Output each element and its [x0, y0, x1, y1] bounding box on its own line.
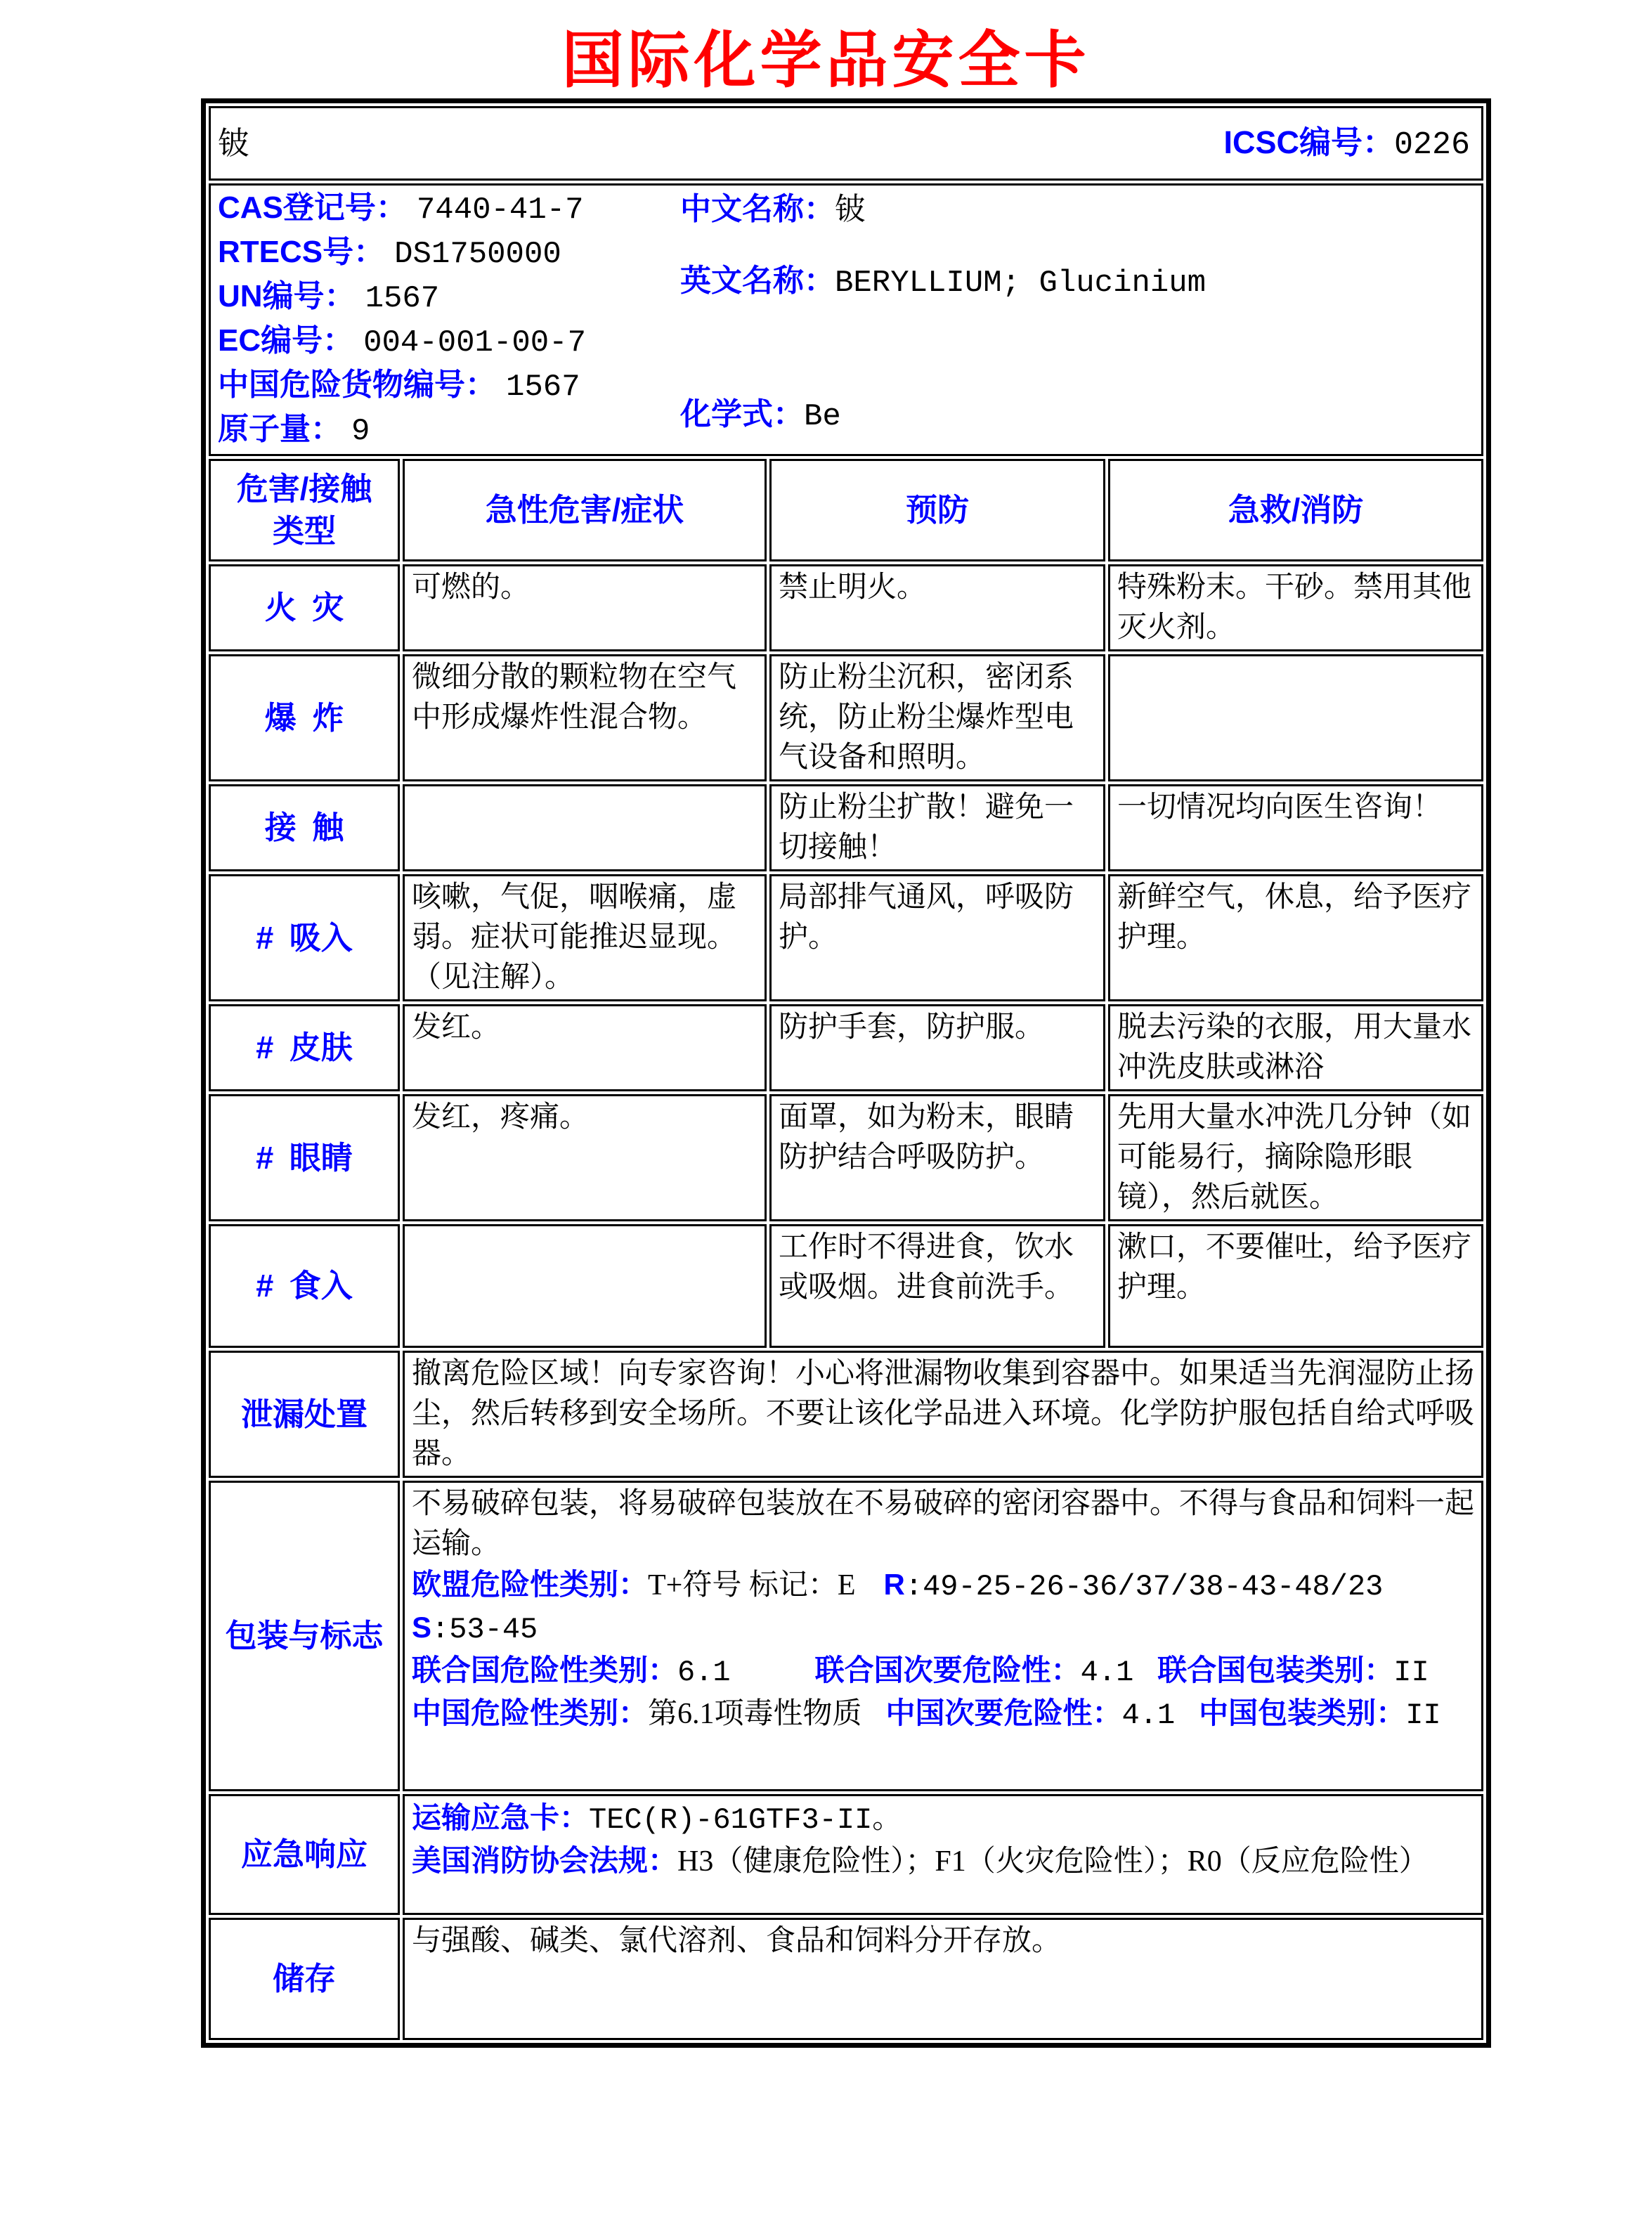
emergency-label: 应急响应: [209, 1794, 400, 1915]
ingestion-symptoms: [403, 1224, 767, 1348]
eyes-symptoms: 发红，疼痛。: [403, 1094, 767, 1221]
cn-pack-value: II: [1405, 1699, 1441, 1732]
inhalation-prevention: 局部排气通风，呼吸防护。: [769, 874, 1105, 1001]
ingestion-prevention: 工作时不得进食，饮水或吸烟。进食前洗手。: [769, 1224, 1105, 1348]
identifiers-row: [209, 183, 1483, 456]
cas-value: 7440-41-7: [416, 193, 584, 228]
zh-name-label: 中文名称：: [680, 192, 835, 226]
storage-cell: 与强酸、碱类、氯代溶剂、食品和饲料分开存放。: [403, 1918, 1483, 2040]
fire-symptoms: 可燃的。: [403, 564, 767, 651]
nfpa-value: H3（健康危险性）；F1（火灾危险性）；R0（反应危险性）: [677, 1845, 1429, 1878]
skin-prevention: 防护手套，防护服。: [769, 1004, 1105, 1091]
ingestion-response: 漱口，不要催吐，给予医疗护理。: [1108, 1224, 1483, 1348]
un-class-label: 联合国危险性类别：: [412, 1654, 678, 1687]
un-value: 1567: [365, 281, 440, 316]
explosion-label: 爆 炸: [209, 654, 400, 781]
contact-response: 一切情况均向医生咨询！: [1108, 784, 1483, 871]
packaging-label: 包装与标志: [209, 1481, 400, 1791]
skin-label: # 皮肤: [209, 1004, 400, 1091]
r-phrase-value: :49-25-26-36/37/38-43-48/23: [904, 1570, 1384, 1604]
zh-name-value: 铍: [835, 192, 866, 226]
header-prevention: 预防: [769, 459, 1105, 561]
eu-class-label: 欧盟危险性类别：: [412, 1568, 649, 1601]
emergency-row: [209, 1794, 1483, 1915]
storage-row: [209, 1918, 1483, 2040]
hazard-row-eyes: [209, 1094, 1483, 1221]
un-pack-value: II: [1393, 1656, 1429, 1689]
cn-pack-label: 中国包装类别：: [1199, 1696, 1406, 1729]
rtecs-value: DS1750000: [394, 237, 561, 272]
cn-dg-label: 中国危险货物编号：: [218, 368, 496, 402]
skin-symptoms: 发红。: [403, 1004, 767, 1091]
hazard-row-contact: [209, 784, 1483, 871]
fire-prevention: 禁止明火。: [769, 564, 1105, 651]
en-name-label: 英文名称：: [680, 264, 835, 298]
icsc-number: 0226: [1393, 126, 1470, 163]
cn-dg-line: [218, 364, 1474, 408]
cn-class-value: 第6.1项毒性物质: [648, 1698, 862, 1730]
en-name-line: [680, 260, 1206, 304]
inhalation-label: # 吸入: [209, 874, 400, 1001]
s-phrase-label: S: [412, 1611, 432, 1644]
nfpa-line: [412, 1840, 1474, 1882]
explosion-symptoms: 微细分散的颗粒物在空气中形成爆炸性混合物。: [403, 654, 767, 781]
eyes-prevention: 面罩，如为粉末，眼睛防护结合呼吸防护。: [769, 1094, 1105, 1221]
explosion-response: [1108, 654, 1483, 781]
atomic-mass-line: [218, 408, 1474, 453]
explosion-prevention: 防止粉尘沉积，密闭系统，防止粉尘爆炸型电气设备和照明。: [769, 654, 1105, 781]
cas-label: CAS登记号：: [218, 190, 407, 225]
name-row: [209, 106, 1483, 181]
atomic-mass-value: 9: [351, 414, 370, 449]
chemical-name: 铍: [218, 125, 250, 161]
cn-class-label: 中国危险性类别：: [412, 1696, 649, 1729]
header-response: 急救/消防: [1108, 459, 1483, 561]
un-label: UN编号：: [218, 279, 356, 313]
hazard-row-fire: [209, 564, 1483, 651]
un-class-value: 6.1: [677, 1656, 731, 1689]
formula-label: 化学式：: [680, 397, 804, 431]
packaging-s-line: [412, 1607, 1474, 1650]
ec-label: EC编号：: [218, 323, 354, 358]
icsc-number-group: [1223, 122, 1474, 165]
atomic-mass-label: 原子量：: [218, 412, 342, 446]
spill-text-cell: 撤离危险区域！向专家咨询！小心将泄漏物收集到容器中。如果适当先润湿防止扬尘，然后转移到安全场所。不要让该化学品进入环境。化学防护服包括自给式呼吸器。: [403, 1351, 1483, 1478]
tec-line: [412, 1798, 1474, 1840]
tec-label: 运输应急卡：: [412, 1801, 590, 1834]
packaging-cn-line: [412, 1693, 1474, 1736]
packaging-row: [209, 1481, 1483, 1791]
s-phrase-value: :53-45: [431, 1613, 538, 1647]
eu-class-value: T+符号 标记：E: [648, 1569, 856, 1602]
un-sub-value: 4.1: [1080, 1656, 1134, 1689]
page-title: 国际化学品安全卡: [561, 25, 1091, 95]
name-row-content: [218, 122, 1474, 165]
storage-label: 储存: [209, 1918, 400, 2040]
fire-label: 火 灾: [209, 564, 400, 651]
packaging-un-line: [412, 1650, 1474, 1693]
formula-line: [680, 394, 841, 438]
spill-label: 泄漏处置: [209, 1351, 400, 1478]
header-hazard-type-line1: 危害/接触: [236, 471, 372, 507]
inhalation-symptoms: 咳嗽，气促，咽喉痛，虚弱。症状可能推迟显现。（见注解）。: [403, 874, 767, 1001]
contact-prevention: 防止粉尘扩散！避免一切接触！: [769, 784, 1105, 871]
hazard-row-explosion: [209, 654, 1483, 781]
packaging-eu-line: [412, 1564, 1474, 1607]
hazard-header-row: [209, 459, 1483, 561]
rtecs-label: RTECS号：: [218, 235, 385, 269]
eyes-label: # 眼睛: [209, 1094, 400, 1221]
header-symptoms: 急性危害/症状: [403, 459, 767, 561]
icsc-card-table: [201, 98, 1491, 2048]
en-name-value: BERYLLIUM; Glucinium: [835, 266, 1207, 301]
ec-value: 004-001-00-7: [363, 325, 586, 361]
header-hazard-type: [209, 459, 400, 561]
contact-symptoms: [403, 784, 767, 871]
contact-label: 接 触: [209, 784, 400, 871]
fire-response: 特殊粉末。干砂。禁用其他灭火剂。: [1108, 564, 1483, 651]
nfpa-label: 美国消防协会法规：: [412, 1844, 678, 1877]
un-pack-label: 联合国包装类别：: [1157, 1654, 1394, 1687]
hazard-row-ingestion: [209, 1224, 1483, 1348]
ec-line: [218, 320, 1474, 364]
emergency-cell: [403, 1794, 1483, 1915]
identifiers-cell: [209, 183, 1483, 456]
r-phrase-label: R: [883, 1568, 905, 1601]
skin-response: 脱去污染的衣服，用大量水冲洗皮肤或淋浴: [1108, 1004, 1483, 1091]
un-sub-label: 联合国次要危险性：: [814, 1654, 1081, 1687]
spill-row: [209, 1351, 1483, 1478]
zh-name-line: [680, 188, 866, 230]
cn-dg-value: 1567: [506, 370, 580, 405]
cn-sub-value: 4.1: [1121, 1699, 1176, 1732]
inhalation-response: 新鲜空气，休息，给予医疗护理。: [1108, 874, 1483, 1001]
tec-value: TEC(R)-61GTF3-II。: [589, 1803, 902, 1837]
hazard-row-skin: [209, 1004, 1483, 1091]
ingestion-label: # 食入: [209, 1224, 400, 1348]
packaging-intro: 不易破碎包装，将易破碎包装放在不易破碎的密闭容器中。不得与食品和饲料一起运输。: [412, 1488, 1475, 1560]
cn-sub-label: 中国次要危险性：: [885, 1696, 1122, 1729]
packaging-cell: [403, 1481, 1483, 1791]
icsc-label: ICSC编号：: [1223, 124, 1394, 160]
formula-value: Be: [804, 399, 841, 434]
eyes-response: 先用大量水冲洗几分钟（如可能易行，摘除隐形眼镜），然后就医。: [1108, 1094, 1483, 1221]
header-hazard-type-line2: 类型: [272, 513, 336, 549]
name-row-cell: [209, 106, 1483, 181]
hazard-row-inhalation: [209, 874, 1483, 1001]
